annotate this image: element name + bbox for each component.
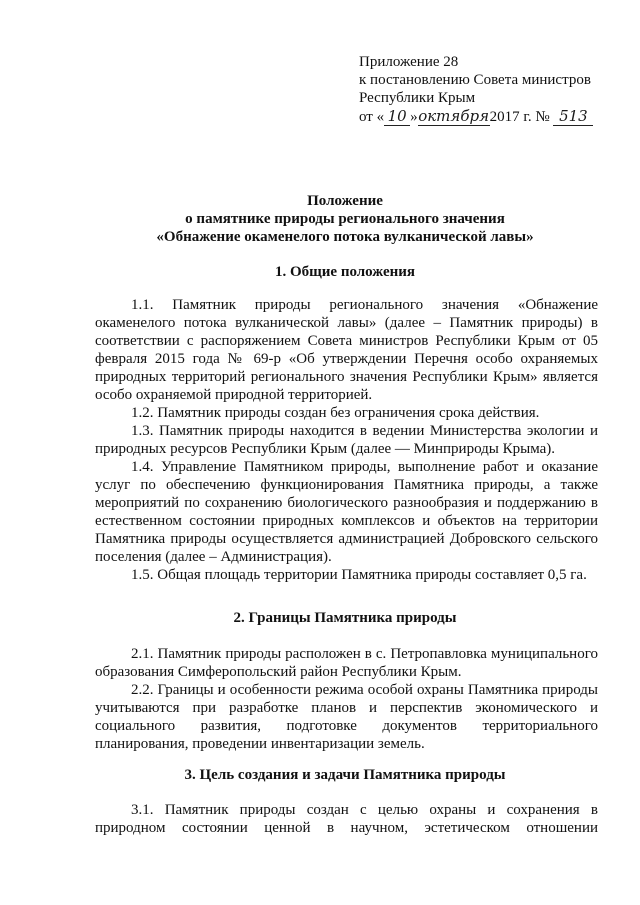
appendix-line-2: к постановлению Совета министров <box>359 72 591 88</box>
paragraph-3-1: 3.1. Памятник природы создан с целью охраны и сохранения в природном состоянии ценной в научном, эстетическом отношении <box>95 802 598 836</box>
date-prefix: от « <box>359 109 385 125</box>
handwritten-day: 10 <box>384 107 410 126</box>
paragraph-1-4: 1.4. Управление Памятником природы, выполнение работ и оказание услуг по обеспечению функционирования Памятника природы, а также мероприятий по сохранению биологического разнообразия и поддержанию в естественном состоянии природных комплексов и объектов на территории Памятника природы осуществляется администрацией Добровского сельского поселения (далее – Администрация). <box>95 459 598 565</box>
appendix-line-3: Республики Крым <box>359 90 476 106</box>
section-1-body <box>95 296 598 584</box>
handwritten-number: 513 <box>553 107 593 126</box>
title-line-3: «Обнажение окаменелого потока вулканической лавы» <box>156 229 534 245</box>
section-1-heading: 1. Общие положения <box>274 264 416 280</box>
paragraph-1-5: 1.5. Общая площадь территории Памятника природы составляет 0,5 га. <box>131 567 587 583</box>
appendix-block <box>359 53 629 126</box>
paragraph-1-1: 1.1. Памятник природы регионального значения «Обнажение окаменелого потока вулканической лавы» (далее – Памятник природы) в соответствии с распоряжением Совета министров Республики Крым от 05 февраля 2015 года № 69-р «Об утверждении Перечня особо охраняемых природных территорий регионального значения Республики Крым» является особо охраняемой природной территорией. <box>95 297 598 403</box>
appendix-line-1: Приложение 28 <box>359 54 459 70</box>
appendix-date-line <box>359 107 629 126</box>
section-3-heading: 3. Цель создания и задачи Памятника природы <box>184 767 506 783</box>
paragraph-2-1: 2.1. Памятник природы расположен в с. Петропавловка муниципального образования Симферопольский район Республики Крым. <box>95 646 598 680</box>
section-2-body <box>95 645 598 753</box>
paragraph-1-3: 1.3. Памятник природы находится в ведении Министерства экологии и природных ресурсов Республики Крым (далее — Минприроды Крыма). <box>95 423 598 457</box>
title-line-2: о памятнике природы регионального значения <box>185 211 505 227</box>
section-2-heading: 2. Границы Памятника природы <box>233 610 457 626</box>
paragraph-1-2: 1.2. Памятник природы создан без ограничения срока действия. <box>131 405 540 421</box>
document-title <box>95 192 595 246</box>
date-mid: » <box>410 109 418 125</box>
title-line-1: Положение <box>307 193 383 209</box>
date-year: 2017 г. № <box>489 109 550 125</box>
handwritten-month: октября <box>418 107 490 125</box>
paragraph-2-2: 2.2. Границы и особенности режима особой охраны Памятника природы учитываются при разработке планов и перспектив экономического и социального развития, подготовке документов территориального планирования, проведении инвентаризации земель. <box>95 682 598 752</box>
section-3-body <box>95 801 598 837</box>
